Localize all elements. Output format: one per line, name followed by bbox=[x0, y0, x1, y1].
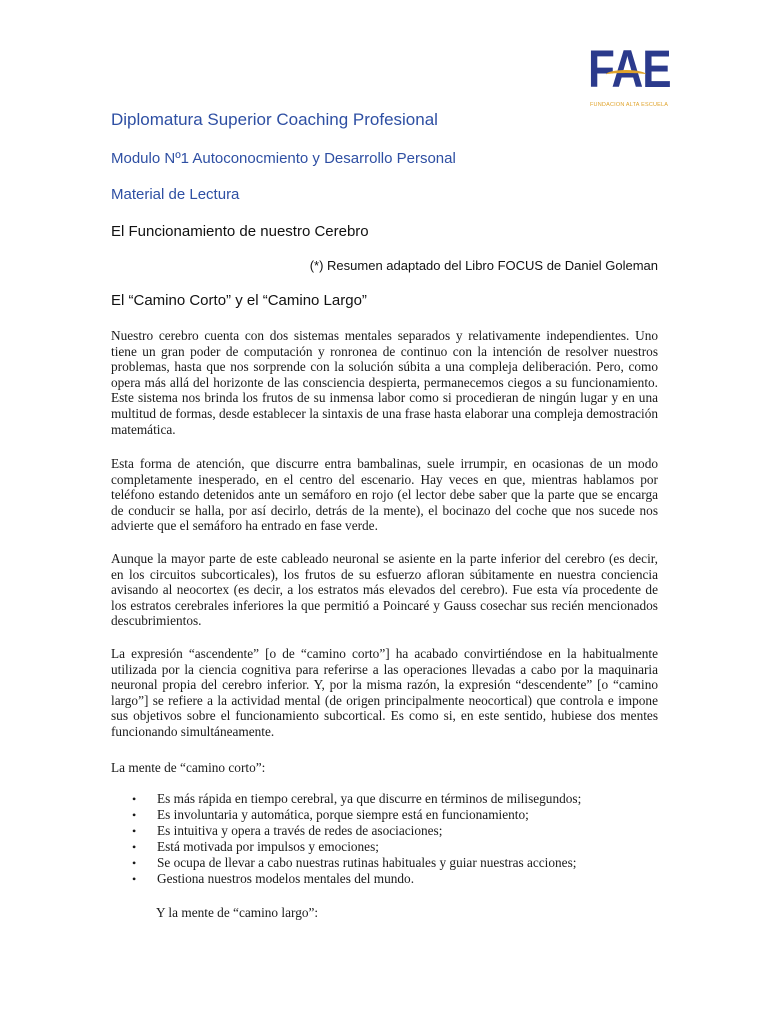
section-title: El Funcionamiento de nuestro Cerebro bbox=[111, 223, 369, 240]
list-item-text: Está motivada por impulsos y emociones; bbox=[157, 839, 379, 854]
list-item bbox=[111, 855, 658, 871]
logo-subtext: FUNDACION ALTA ESCUELA bbox=[590, 102, 669, 108]
list-item bbox=[111, 839, 658, 855]
logo-text: FAE bbox=[588, 40, 671, 100]
list-item-text: Gestiona nuestros modelos mentales del mundo. bbox=[157, 871, 415, 886]
bullet-icon: • bbox=[132, 856, 137, 870]
list-item-text: Es más rápida en tiempo cerebral, ya que discurre en términos de milisegundos; bbox=[157, 791, 582, 806]
list-item bbox=[111, 871, 658, 887]
source-note: (*) Resumen adaptado del Libro FOCUS de Daniel Goleman bbox=[309, 258, 658, 273]
course-title: Diplomatura Superior Coaching Profesional bbox=[111, 110, 438, 129]
paragraph-2: Esta forma de atención, que discurre entra bambalinas, suele irrumpir, en ocasionas de un modo completamente inesperado, en el centro del escenario. Hay veces en que, mientras hablamos por teléfono estando detenidos ante un semáforo en rojo (el lector debe saber que la parte que se encarga de conducir se halla, por así decirlo, detrás de la mente), el bocinazo del coche que nos sucede nos advierte que el semáforo ha entrado en fase verde. bbox=[111, 456, 658, 534]
subsection-title: El “Camino Corto” y el “Camino Largo” bbox=[111, 292, 367, 309]
paragraph-4: La expresión “ascendente” [o de “camino corto”] ha acabado convirtiéndose en la habitualmente utilizada por la ciencia cognitiva para referirse a las operaciones llevadas a cabo por la maquinaria neuronal propia del cerebro inferior. Y, por la misma razón, la expresión “descendente” [o “camino largo”] se refiere a la actividad mental (de origen principalmente neocortical) que controla e impone sus objetivos sobre el funcionamiento subcortical. Es como si, en este sentido, hubiese dos mentes funcionando simultáneamente. bbox=[111, 646, 658, 739]
list-item bbox=[111, 807, 658, 823]
fae-logo bbox=[588, 40, 671, 110]
list-item-text: Es involuntaria y automática, porque siempre está en funcionamiento; bbox=[157, 807, 529, 822]
bullet-icon: • bbox=[132, 792, 137, 806]
short-path-list bbox=[111, 791, 658, 887]
material-label: Material de Lectura bbox=[111, 186, 240, 203]
bullet-icon: • bbox=[132, 824, 137, 838]
list-item-text: Se ocupa de llevar a cabo nuestras rutinas habituales y guiar nuestras acciones; bbox=[157, 855, 577, 870]
logo-swoosh bbox=[606, 70, 646, 79]
bullet-icon: • bbox=[132, 808, 137, 822]
long-path-intro: Y la mente de “camino largo”: bbox=[156, 905, 319, 920]
bullet-icon: • bbox=[132, 840, 137, 854]
paragraph-3: Aunque la mayor parte de este cableado neuronal se asiente en la parte inferior del cerebro (es decir, en los circuitos subcorticales), los frutos de su esfuerzo afloran súbitamente en nuestra conciencia avisando al neocortex (es decir, a los estratos más elevados del cerebro). Fue esta vía procedente de los estratos cerebrales inferiores la que permitió a Poincaré y Gauss cosechar sus recién mencionados descubrimientos. bbox=[111, 551, 658, 629]
module-title: Modulo Nº1 Autoconocmiento y Desarrollo Personal bbox=[111, 150, 456, 167]
list-item bbox=[111, 791, 658, 807]
bullet-icon: • bbox=[132, 872, 137, 886]
list-item-text: Es intuitiva y opera a través de redes de asociaciones; bbox=[157, 823, 443, 838]
paragraph-short-path-intro: La mente de “camino corto”: bbox=[111, 760, 266, 775]
paragraph-1: Nuestro cerebro cuenta con dos sistemas mentales separados y relativamente independientes. Uno tiene un gran poder de computación y ronronea de continuo con la intención de resolver nuestros problemas, hasta que nos sorprende con la solución súbita a una compleja deliberación. Pero, como opera más allá del horizonte de las consciencia despierta, permanecemos ciegos a su funcionamiento. Este sistema nos brinda los frutos de su inmensa labor como si procedieran de ningún lugar y en una multitud de formas, desde establecer la sintaxis de una frase hasta elaborar una compleja demostración matemática. bbox=[111, 328, 658, 437]
list-item bbox=[111, 823, 658, 839]
